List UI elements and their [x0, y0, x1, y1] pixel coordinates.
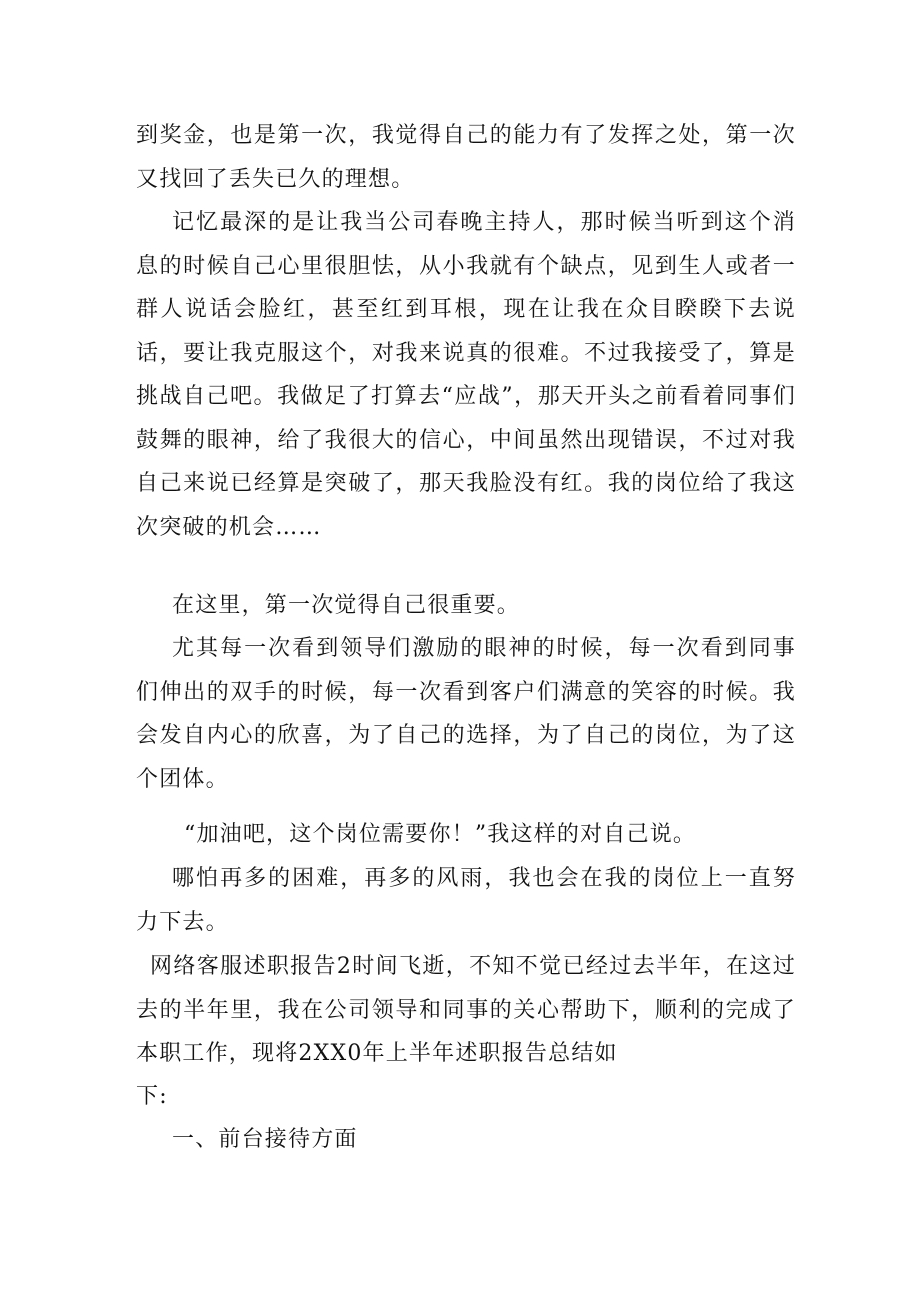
- paragraph-encouragement: 尤其每一次看到领导们激励的眼神的时候，每一次看到同事们伸出的双手的时候，每一次看到客户们满意的笑容的时候。我会发自内心的欣喜，为了自己的选择，为了自己的岗位，为了这个团体。: [136, 636, 796, 792]
- paragraph-report-intro: 网络客服述职报告2时间飞逝，不知不觉已经过去半年，在这过去的半年里，我在公司领导和同事的关心帮助下，顺利的完成了本职工作，现将2XX0年上半年述职报告总结如: [136, 954, 796, 1066]
- section-heading-front-desk: 一、前台接待方面: [172, 1127, 358, 1152]
- paragraph-bonus-ideal: 到奖金，也是第一次，我觉得自己的能力有了发挥之处，第一次又找回了丢失已久的理想。: [136, 123, 796, 192]
- paragraph-feel-important: 在这里，第一次觉得自己很重要。: [172, 593, 521, 618]
- paragraph-host-memory: 记忆最深的是让我当公司春晚主持人，那时候当听到这个消息的时候自己心里很胆怯，从小我就有个缺点，见到生人或者一群人说话会脸红，甚至红到耳根，现在让我在众目睽睽下去说话，要让我克服这个，对我来说真的很难。不过我接受了，算是挑战自己吧。我做足了打算去“应战”，那天开头之前看着同事们鼓舞的眼神，给了我很大的信心，中间虽然出现错误，不过对我自己来说已经算是突破了，那天我脸没有红。我的岗位给了我这次突破的机会……: [136, 210, 796, 540]
- paragraph-cheer-quote: “加油吧，这个岗位需要你！”我这样的对自己说。: [184, 822, 697, 847]
- paragraph-report-intro-continued: 下:: [136, 1084, 168, 1109]
- paragraph-perseverance: 哪怕再多的困难，再多的风雨，我也会在我的岗位上一直努力下去。: [136, 866, 796, 935]
